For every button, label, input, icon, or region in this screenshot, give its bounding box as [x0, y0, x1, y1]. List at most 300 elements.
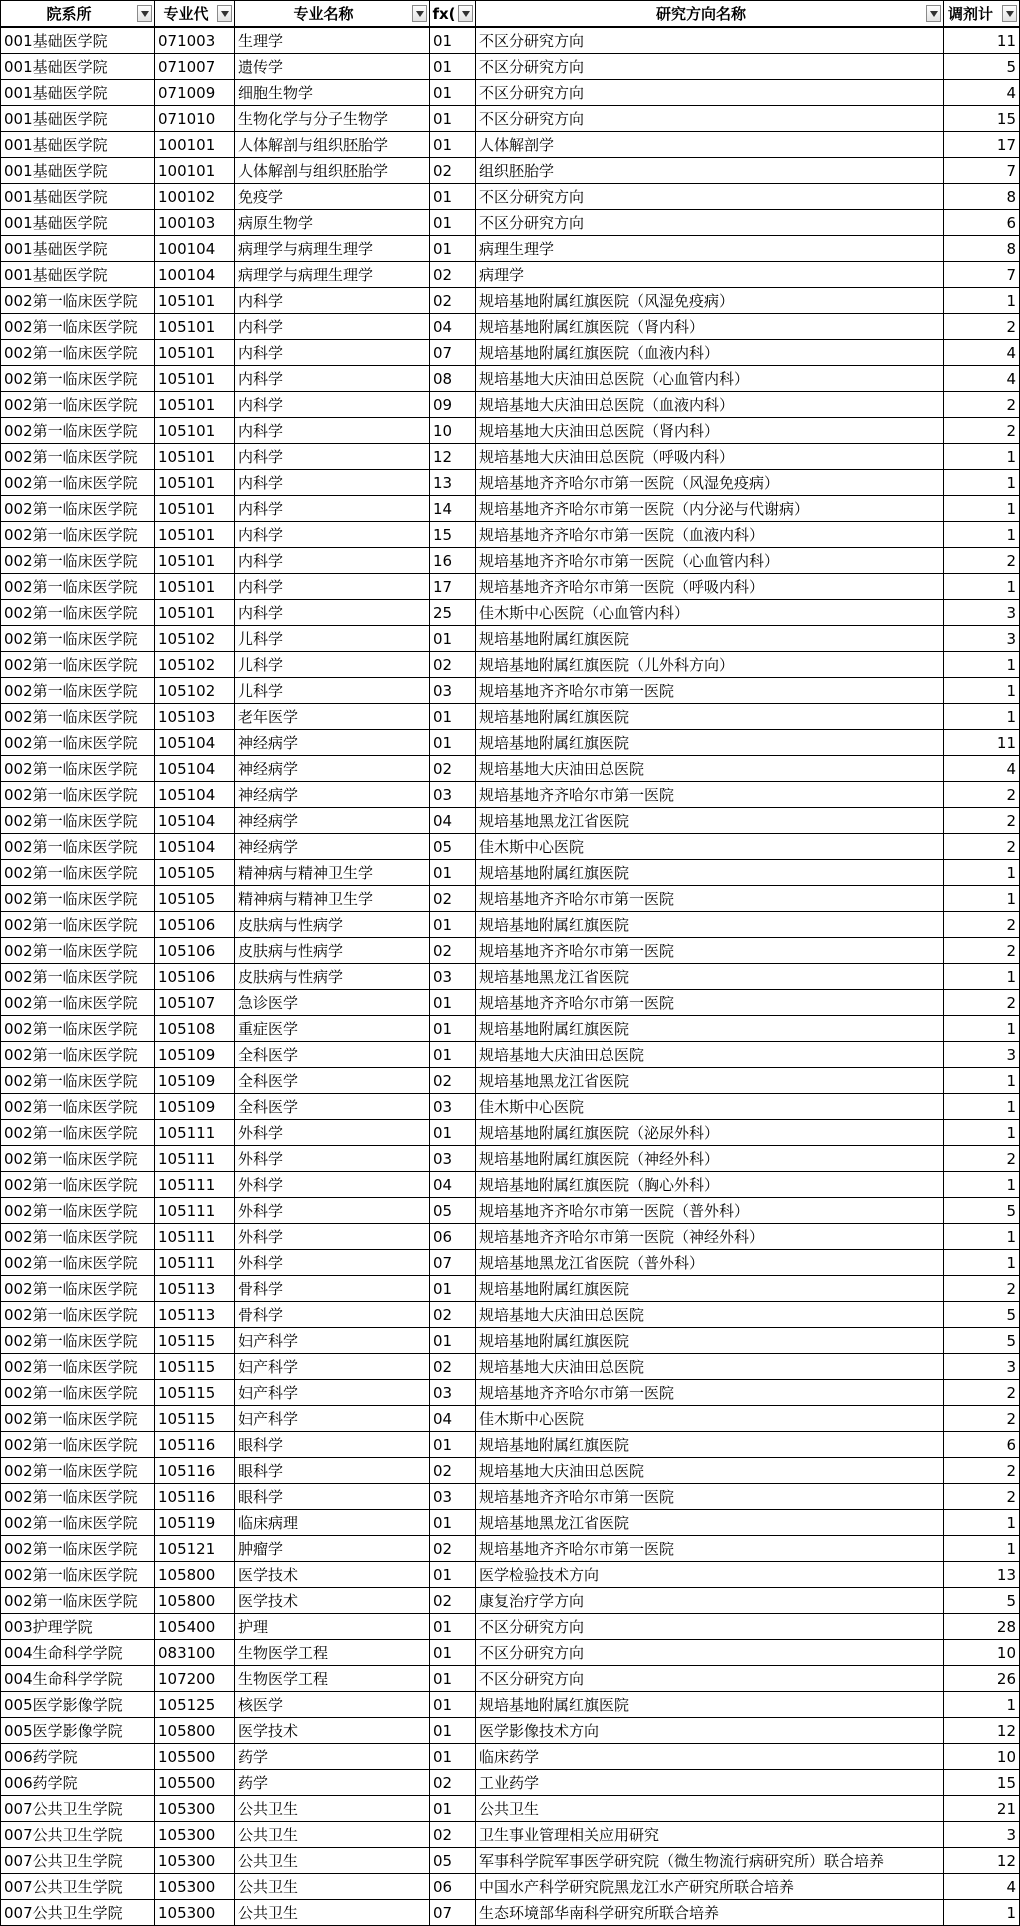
- direction-code-cell[interactable]: 02: [429, 1770, 475, 1795]
- direction-name-cell[interactable]: 中国水产科学研究院黑龙江水产研究所联合培养: [475, 1874, 943, 1899]
- major-code-cell[interactable]: 100102: [154, 184, 234, 209]
- college-cell[interactable]: 006药学院: [0, 1744, 154, 1769]
- college-cell[interactable]: 002第一临床医学院: [0, 1224, 154, 1249]
- direction-code-cell[interactable]: 02: [429, 1822, 475, 1847]
- direction-code-cell[interactable]: 03: [429, 964, 475, 989]
- direction-code-cell[interactable]: 07: [429, 1900, 475, 1925]
- adjust-count-cell[interactable]: 1: [943, 1120, 1020, 1145]
- major-name-cell[interactable]: 外科学: [234, 1250, 429, 1275]
- direction-code-cell[interactable]: 01: [429, 990, 475, 1015]
- college-cell[interactable]: 002第一临床医学院: [0, 678, 154, 703]
- direction-code-cell[interactable]: 01: [429, 1432, 475, 1457]
- direction-name-cell[interactable]: 规培基地齐齐哈尔市第一医院: [475, 678, 943, 703]
- direction-name-cell[interactable]: 规培基地附属红旗医院: [475, 1692, 943, 1717]
- direction-name-cell[interactable]: 不区分研究方向: [475, 184, 943, 209]
- direction-name-cell[interactable]: 规培基地附属红旗医院（胸心外科）: [475, 1172, 943, 1197]
- adjust-count-cell[interactable]: 2: [943, 548, 1020, 573]
- major-code-cell[interactable]: 105116: [154, 1458, 234, 1483]
- adjust-count-cell[interactable]: 2: [943, 782, 1020, 807]
- adjust-count-cell[interactable]: 1: [943, 1224, 1020, 1249]
- major-name-cell[interactable]: 儿科学: [234, 626, 429, 651]
- direction-name-cell[interactable]: 规培基地大庆油田总医院: [475, 1042, 943, 1067]
- college-cell[interactable]: 002第一临床医学院: [0, 1380, 154, 1405]
- direction-code-cell[interactable]: 02: [429, 1536, 475, 1561]
- direction-code-cell[interactable]: 01: [429, 912, 475, 937]
- major-name-cell[interactable]: 内科学: [234, 548, 429, 573]
- college-cell[interactable]: 002第一临床医学院: [0, 1484, 154, 1509]
- direction-code-cell[interactable]: 08: [429, 366, 475, 391]
- adjust-count-cell[interactable]: 21: [943, 1796, 1020, 1821]
- direction-name-cell[interactable]: 规培基地齐齐哈尔市第一医院（血液内科）: [475, 522, 943, 547]
- major-code-cell[interactable]: 105101: [154, 418, 234, 443]
- direction-code-cell[interactable]: 14: [429, 496, 475, 521]
- major-name-cell[interactable]: 护理: [234, 1614, 429, 1639]
- adjust-count-cell[interactable]: 1: [943, 678, 1020, 703]
- major-name-cell[interactable]: 全科医学: [234, 1042, 429, 1067]
- direction-name-cell[interactable]: 规培基地齐齐哈尔市第一医院: [475, 1536, 943, 1561]
- college-cell[interactable]: 002第一临床医学院: [0, 1562, 154, 1587]
- major-name-cell[interactable]: 人体解剖与组织胚胎学: [234, 158, 429, 183]
- header-direction-name[interactable]: [475, 1, 943, 26]
- college-cell[interactable]: 002第一临床医学院: [0, 1172, 154, 1197]
- direction-name-cell[interactable]: 规培基地附属红旗医院: [475, 626, 943, 651]
- college-cell[interactable]: 006药学院: [0, 1770, 154, 1795]
- direction-code-cell[interactable]: 05: [429, 834, 475, 859]
- major-name-cell[interactable]: 精神病与精神卫生学: [234, 860, 429, 885]
- direction-name-cell[interactable]: 规培基地大庆油田总医院（肾内科）: [475, 418, 943, 443]
- direction-name-cell[interactable]: 规培基地大庆油田总医院: [475, 756, 943, 781]
- direction-name-cell[interactable]: 规培基地齐齐哈尔市第一医院（内分泌与代谢病）: [475, 496, 943, 521]
- filter-dropdown-icon[interactable]: [1002, 5, 1017, 22]
- major-name-cell[interactable]: 老年医学: [234, 704, 429, 729]
- major-code-cell[interactable]: 100103: [154, 210, 234, 235]
- college-cell[interactable]: 001基础医学院: [0, 54, 154, 79]
- direction-code-cell[interactable]: 02: [429, 288, 475, 313]
- direction-code-cell[interactable]: 01: [429, 80, 475, 105]
- adjust-count-cell[interactable]: 2: [943, 314, 1020, 339]
- adjust-count-cell[interactable]: 1: [943, 1510, 1020, 1535]
- college-cell[interactable]: 002第一临床医学院: [0, 1458, 154, 1483]
- college-cell[interactable]: 002第一临床医学院: [0, 548, 154, 573]
- college-cell[interactable]: 002第一临床医学院: [0, 1276, 154, 1301]
- direction-code-cell[interactable]: 06: [429, 1874, 475, 1899]
- major-code-cell[interactable]: 100104: [154, 236, 234, 261]
- major-code-cell[interactable]: 105104: [154, 834, 234, 859]
- adjust-count-cell[interactable]: 2: [943, 834, 1020, 859]
- adjust-count-cell[interactable]: 26: [943, 1666, 1020, 1691]
- adjust-count-cell[interactable]: 3: [943, 1042, 1020, 1067]
- major-code-cell[interactable]: 105102: [154, 626, 234, 651]
- major-name-cell[interactable]: 神经病学: [234, 782, 429, 807]
- adjust-count-cell[interactable]: 4: [943, 756, 1020, 781]
- major-code-cell[interactable]: 105108: [154, 1016, 234, 1041]
- direction-code-cell[interactable]: 01: [429, 1666, 475, 1691]
- major-name-cell[interactable]: 儿科学: [234, 678, 429, 703]
- direction-name-cell[interactable]: 不区分研究方向: [475, 1640, 943, 1665]
- college-cell[interactable]: 002第一临床医学院: [0, 652, 154, 677]
- adjust-count-cell[interactable]: 1: [943, 1094, 1020, 1119]
- direction-code-cell[interactable]: 02: [429, 1458, 475, 1483]
- direction-name-cell[interactable]: 规培基地齐齐哈尔市第一医院（风湿免疫病）: [475, 470, 943, 495]
- adjust-count-cell[interactable]: 4: [943, 80, 1020, 105]
- college-cell[interactable]: 005医学影像学院: [0, 1718, 154, 1743]
- direction-code-cell[interactable]: 01: [429, 28, 475, 53]
- college-cell[interactable]: 007公共卫生学院: [0, 1900, 154, 1925]
- major-code-cell[interactable]: 105104: [154, 782, 234, 807]
- major-name-cell[interactable]: 生物医学工程: [234, 1666, 429, 1691]
- adjust-count-cell[interactable]: 7: [943, 158, 1020, 183]
- major-code-cell[interactable]: 105800: [154, 1718, 234, 1743]
- college-cell[interactable]: 004生命科学学院: [0, 1666, 154, 1691]
- college-cell[interactable]: 002第一临床医学院: [0, 1068, 154, 1093]
- direction-name-cell[interactable]: 规培基地附属红旗医院: [475, 1276, 943, 1301]
- major-code-cell[interactable]: 105300: [154, 1796, 234, 1821]
- direction-name-cell[interactable]: 规培基地齐齐哈尔市第一医院（普外科）: [475, 1198, 943, 1223]
- direction-code-cell[interactable]: 03: [429, 1094, 475, 1119]
- major-name-cell[interactable]: 肿瘤学: [234, 1536, 429, 1561]
- major-code-cell[interactable]: 105125: [154, 1692, 234, 1717]
- major-code-cell[interactable]: 105111: [154, 1250, 234, 1275]
- college-cell[interactable]: 005医学影像学院: [0, 1692, 154, 1717]
- major-name-cell[interactable]: 公共卫生: [234, 1900, 429, 1925]
- college-cell[interactable]: 002第一临床医学院: [0, 964, 154, 989]
- direction-name-cell[interactable]: 规培基地附属红旗医院（神经外科）: [475, 1146, 943, 1171]
- college-cell[interactable]: 002第一临床医学院: [0, 782, 154, 807]
- college-cell[interactable]: 002第一临床医学院: [0, 496, 154, 521]
- direction-code-cell[interactable]: 01: [429, 1328, 475, 1353]
- direction-name-cell[interactable]: 不区分研究方向: [475, 54, 943, 79]
- major-name-cell[interactable]: 遗传学: [234, 54, 429, 79]
- header-major-name[interactable]: [234, 1, 429, 26]
- college-cell[interactable]: 002第一临床医学院: [0, 1302, 154, 1327]
- adjust-count-cell[interactable]: 1: [943, 1068, 1020, 1093]
- adjust-count-cell[interactable]: 2: [943, 912, 1020, 937]
- direction-code-cell[interactable]: 01: [429, 106, 475, 131]
- major-name-cell[interactable]: 生物医学工程: [234, 1640, 429, 1665]
- direction-name-cell[interactable]: 规培基地附属红旗医院: [475, 730, 943, 755]
- college-cell[interactable]: 002第一临床医学院: [0, 288, 154, 313]
- college-cell[interactable]: 001基础医学院: [0, 158, 154, 183]
- major-name-cell[interactable]: 内科学: [234, 600, 429, 625]
- direction-code-cell[interactable]: 03: [429, 1146, 475, 1171]
- major-code-cell[interactable]: 105111: [154, 1120, 234, 1145]
- major-name-cell[interactable]: 外科学: [234, 1224, 429, 1249]
- direction-name-cell[interactable]: 规培基地齐齐哈尔市第一医院: [475, 990, 943, 1015]
- adjust-count-cell[interactable]: 3: [943, 626, 1020, 651]
- major-code-cell[interactable]: 105116: [154, 1432, 234, 1457]
- major-code-cell[interactable]: 105101: [154, 522, 234, 547]
- college-cell[interactable]: 002第一临床医学院: [0, 1328, 154, 1353]
- adjust-count-cell[interactable]: 5: [943, 1588, 1020, 1613]
- major-name-cell[interactable]: 公共卫生: [234, 1822, 429, 1847]
- direction-name-cell[interactable]: 规培基地附属红旗医院: [475, 860, 943, 885]
- filter-dropdown-icon[interactable]: [458, 5, 473, 22]
- major-name-cell[interactable]: 生物化学与分子生物学: [234, 106, 429, 131]
- college-cell[interactable]: 002第一临床医学院: [0, 392, 154, 417]
- direction-name-cell[interactable]: 规培基地附属红旗医院（肾内科）: [475, 314, 943, 339]
- direction-code-cell[interactable]: 05: [429, 1848, 475, 1873]
- college-cell[interactable]: 002第一临床医学院: [0, 444, 154, 469]
- college-cell[interactable]: 007公共卫生学院: [0, 1848, 154, 1873]
- major-code-cell[interactable]: 105111: [154, 1146, 234, 1171]
- major-code-cell[interactable]: 107200: [154, 1666, 234, 1691]
- adjust-count-cell[interactable]: 11: [943, 28, 1020, 53]
- direction-code-cell[interactable]: 01: [429, 704, 475, 729]
- college-cell[interactable]: 002第一临床医学院: [0, 1354, 154, 1379]
- major-name-cell[interactable]: 外科学: [234, 1172, 429, 1197]
- direction-code-cell[interactable]: 10: [429, 418, 475, 443]
- major-name-cell[interactable]: 全科医学: [234, 1068, 429, 1093]
- direction-code-cell[interactable]: 01: [429, 210, 475, 235]
- major-code-cell[interactable]: 105400: [154, 1614, 234, 1639]
- major-name-cell[interactable]: 细胞生物学: [234, 80, 429, 105]
- major-name-cell[interactable]: 妇产科学: [234, 1354, 429, 1379]
- direction-name-cell[interactable]: 规培基地黑龙江省医院: [475, 1068, 943, 1093]
- major-code-cell[interactable]: 105115: [154, 1406, 234, 1431]
- direction-code-cell[interactable]: 02: [429, 1068, 475, 1093]
- adjust-count-cell[interactable]: 1: [943, 470, 1020, 495]
- adjust-count-cell[interactable]: 5: [943, 54, 1020, 79]
- major-code-cell[interactable]: 105109: [154, 1068, 234, 1093]
- adjust-count-cell[interactable]: 2: [943, 938, 1020, 963]
- major-name-cell[interactable]: 公共卫生: [234, 1848, 429, 1873]
- adjust-count-cell[interactable]: 2: [943, 418, 1020, 443]
- major-code-cell[interactable]: 105116: [154, 1484, 234, 1509]
- major-name-cell[interactable]: 内科学: [234, 288, 429, 313]
- direction-name-cell[interactable]: 组织胚胎学: [475, 158, 943, 183]
- major-code-cell[interactable]: 105104: [154, 730, 234, 755]
- direction-code-cell[interactable]: 01: [429, 54, 475, 79]
- adjust-count-cell[interactable]: 15: [943, 1770, 1020, 1795]
- major-name-cell[interactable]: 人体解剖与组织胚胎学: [234, 132, 429, 157]
- college-cell[interactable]: 004生命科学学院: [0, 1640, 154, 1665]
- direction-name-cell[interactable]: 佳木斯中心医院（心血管内科）: [475, 600, 943, 625]
- major-code-cell[interactable]: 105119: [154, 1510, 234, 1535]
- college-cell[interactable]: 002第一临床医学院: [0, 756, 154, 781]
- college-cell[interactable]: 002第一临床医学院: [0, 886, 154, 911]
- college-cell[interactable]: 002第一临床医学院: [0, 860, 154, 885]
- direction-name-cell[interactable]: 规培基地附属红旗医院: [475, 704, 943, 729]
- direction-code-cell[interactable]: 02: [429, 262, 475, 287]
- direction-name-cell[interactable]: 规培基地附属红旗医院（血液内科）: [475, 340, 943, 365]
- college-cell[interactable]: 002第一临床医学院: [0, 938, 154, 963]
- adjust-count-cell[interactable]: 17: [943, 132, 1020, 157]
- college-cell[interactable]: 002第一临床医学院: [0, 730, 154, 755]
- direction-code-cell[interactable]: 03: [429, 1484, 475, 1509]
- adjust-count-cell[interactable]: 1: [943, 860, 1020, 885]
- adjust-count-cell[interactable]: 5: [943, 1302, 1020, 1327]
- direction-name-cell[interactable]: 不区分研究方向: [475, 106, 943, 131]
- direction-name-cell[interactable]: 规培基地齐齐哈尔市第一医院（呼吸内科）: [475, 574, 943, 599]
- adjust-count-cell[interactable]: 7: [943, 262, 1020, 287]
- direction-name-cell[interactable]: 规培基地大庆油田总医院: [475, 1354, 943, 1379]
- major-name-cell[interactable]: 公共卫生: [234, 1796, 429, 1821]
- adjust-count-cell[interactable]: 4: [943, 366, 1020, 391]
- adjust-count-cell[interactable]: 6: [943, 210, 1020, 235]
- major-code-cell[interactable]: 105101: [154, 548, 234, 573]
- major-code-cell[interactable]: 105300: [154, 1848, 234, 1873]
- college-cell[interactable]: 001基础医学院: [0, 262, 154, 287]
- major-name-cell[interactable]: 儿科学: [234, 652, 429, 677]
- direction-code-cell[interactable]: 02: [429, 1302, 475, 1327]
- adjust-count-cell[interactable]: 1: [943, 652, 1020, 677]
- direction-code-cell[interactable]: 01: [429, 1718, 475, 1743]
- adjust-count-cell[interactable]: 12: [943, 1848, 1020, 1873]
- direction-name-cell[interactable]: 不区分研究方向: [475, 1614, 943, 1639]
- direction-name-cell[interactable]: 不区分研究方向: [475, 80, 943, 105]
- major-code-cell[interactable]: 105102: [154, 678, 234, 703]
- adjust-count-cell[interactable]: 1: [943, 1900, 1020, 1925]
- major-code-cell[interactable]: 105107: [154, 990, 234, 1015]
- major-name-cell[interactable]: 妇产科学: [234, 1406, 429, 1431]
- adjust-count-cell[interactable]: 1: [943, 1536, 1020, 1561]
- direction-name-cell[interactable]: 规培基地大庆油田总医院（血液内科）: [475, 392, 943, 417]
- major-name-cell[interactable]: 药学: [234, 1770, 429, 1795]
- college-cell[interactable]: 003护理学院: [0, 1614, 154, 1639]
- direction-code-cell[interactable]: 02: [429, 756, 475, 781]
- college-cell[interactable]: 002第一临床医学院: [0, 366, 154, 391]
- direction-name-cell[interactable]: 规培基地附属红旗医院（儿外科方向）: [475, 652, 943, 677]
- direction-name-cell[interactable]: 规培基地附属红旗医院（风湿免疫病）: [475, 288, 943, 313]
- direction-name-cell[interactable]: 人体解剖学: [475, 132, 943, 157]
- major-code-cell[interactable]: 105101: [154, 470, 234, 495]
- direction-name-cell[interactable]: 公共卫生: [475, 1796, 943, 1821]
- direction-name-cell[interactable]: 规培基地黑龙江省医院（普外科）: [475, 1250, 943, 1275]
- direction-code-cell[interactable]: 01: [429, 1120, 475, 1145]
- major-name-cell[interactable]: 核医学: [234, 1692, 429, 1717]
- college-cell[interactable]: 002第一临床医学院: [0, 1198, 154, 1223]
- direction-name-cell[interactable]: 规培基地大庆油田总医院: [475, 1302, 943, 1327]
- major-name-cell[interactable]: 内科学: [234, 574, 429, 599]
- direction-name-cell[interactable]: 不区分研究方向: [475, 28, 943, 53]
- college-cell[interactable]: 002第一临床医学院: [0, 1432, 154, 1457]
- direction-name-cell[interactable]: 医学影像技术方向: [475, 1718, 943, 1743]
- direction-code-cell[interactable]: 15: [429, 522, 475, 547]
- major-code-cell[interactable]: 105104: [154, 756, 234, 781]
- adjust-count-cell[interactable]: 4: [943, 340, 1020, 365]
- direction-code-cell[interactable]: 01: [429, 1640, 475, 1665]
- adjust-count-cell[interactable]: 1: [943, 704, 1020, 729]
- filter-dropdown-icon[interactable]: [412, 5, 427, 22]
- major-code-cell[interactable]: 105101: [154, 600, 234, 625]
- direction-code-cell[interactable]: 01: [429, 236, 475, 261]
- college-cell[interactable]: 002第一临床医学院: [0, 1588, 154, 1613]
- college-cell[interactable]: 002第一临床医学院: [0, 704, 154, 729]
- major-name-cell[interactable]: 生理学: [234, 28, 429, 53]
- college-cell[interactable]: 007公共卫生学院: [0, 1874, 154, 1899]
- college-cell[interactable]: 002第一临床医学院: [0, 1120, 154, 1145]
- major-code-cell[interactable]: 083100: [154, 1640, 234, 1665]
- direction-name-cell[interactable]: 规培基地齐齐哈尔市第一医院: [475, 886, 943, 911]
- adjust-count-cell[interactable]: 12: [943, 1718, 1020, 1743]
- direction-code-cell[interactable]: 05: [429, 1198, 475, 1223]
- major-code-cell[interactable]: 105101: [154, 496, 234, 521]
- direction-name-cell[interactable]: 规培基地齐齐哈尔市第一医院: [475, 1380, 943, 1405]
- direction-code-cell[interactable]: 02: [429, 652, 475, 677]
- college-cell[interactable]: 002第一临床医学院: [0, 834, 154, 859]
- direction-code-cell[interactable]: 13: [429, 470, 475, 495]
- major-name-cell[interactable]: 医学技术: [234, 1718, 429, 1743]
- major-code-cell[interactable]: 105101: [154, 340, 234, 365]
- adjust-count-cell[interactable]: 2: [943, 1406, 1020, 1431]
- major-name-cell[interactable]: 医学技术: [234, 1562, 429, 1587]
- direction-code-cell[interactable]: 03: [429, 678, 475, 703]
- direction-name-cell[interactable]: 生态环境部华南科学研究所联合培养: [475, 1900, 943, 1925]
- college-cell[interactable]: 002第一临床医学院: [0, 1094, 154, 1119]
- major-code-cell[interactable]: 105104: [154, 808, 234, 833]
- college-cell[interactable]: 002第一临床医学院: [0, 1406, 154, 1431]
- direction-code-cell[interactable]: 07: [429, 340, 475, 365]
- adjust-count-cell[interactable]: 2: [943, 392, 1020, 417]
- direction-code-cell[interactable]: 04: [429, 314, 475, 339]
- direction-code-cell[interactable]: 04: [429, 1172, 475, 1197]
- adjust-count-cell[interactable]: 1: [943, 288, 1020, 313]
- adjust-count-cell[interactable]: 2: [943, 1484, 1020, 1509]
- direction-code-cell[interactable]: 01: [429, 1692, 475, 1717]
- major-code-cell[interactable]: 105101: [154, 574, 234, 599]
- major-name-cell[interactable]: 外科学: [234, 1146, 429, 1171]
- college-cell[interactable]: 002第一临床医学院: [0, 522, 154, 547]
- direction-name-cell[interactable]: 规培基地齐齐哈尔市第一医院（心血管内科）: [475, 548, 943, 573]
- major-name-cell[interactable]: 病原生物学: [234, 210, 429, 235]
- college-cell[interactable]: 002第一临床医学院: [0, 600, 154, 625]
- direction-name-cell[interactable]: 规培基地附属红旗医院: [475, 1432, 943, 1457]
- adjust-count-cell[interactable]: 2: [943, 990, 1020, 1015]
- adjust-count-cell[interactable]: 1: [943, 886, 1020, 911]
- major-code-cell[interactable]: 071007: [154, 54, 234, 79]
- major-code-cell[interactable]: 105800: [154, 1588, 234, 1613]
- direction-code-cell[interactable]: 03: [429, 782, 475, 807]
- direction-name-cell[interactable]: 规培基地附属红旗医院: [475, 912, 943, 937]
- college-cell[interactable]: 002第一临床医学院: [0, 1016, 154, 1041]
- direction-name-cell[interactable]: 规培基地黑龙江省医院: [475, 808, 943, 833]
- major-code-cell[interactable]: 105105: [154, 886, 234, 911]
- adjust-count-cell[interactable]: 4: [943, 1874, 1020, 1899]
- direction-name-cell[interactable]: 规培基地大庆油田总医院（呼吸内科）: [475, 444, 943, 469]
- college-cell[interactable]: 001基础医学院: [0, 106, 154, 131]
- major-name-cell[interactable]: 神经病学: [234, 834, 429, 859]
- adjust-count-cell[interactable]: 2: [943, 1458, 1020, 1483]
- adjust-count-cell[interactable]: 1: [943, 1016, 1020, 1041]
- college-cell[interactable]: 001基础医学院: [0, 184, 154, 209]
- major-code-cell[interactable]: 105106: [154, 964, 234, 989]
- direction-code-cell[interactable]: 03: [429, 1380, 475, 1405]
- adjust-count-cell[interactable]: 11: [943, 730, 1020, 755]
- major-code-cell[interactable]: 071003: [154, 28, 234, 53]
- college-cell[interactable]: 001基础医学院: [0, 236, 154, 261]
- major-name-cell[interactable]: 神经病学: [234, 756, 429, 781]
- major-name-cell[interactable]: 内科学: [234, 392, 429, 417]
- major-code-cell[interactable]: 105101: [154, 366, 234, 391]
- direction-code-cell[interactable]: 01: [429, 1796, 475, 1821]
- major-name-cell[interactable]: 内科学: [234, 314, 429, 339]
- direction-code-cell[interactable]: 01: [429, 1562, 475, 1587]
- major-code-cell[interactable]: 105109: [154, 1094, 234, 1119]
- direction-name-cell[interactable]: 规培基地齐齐哈尔市第一医院: [475, 938, 943, 963]
- adjust-count-cell[interactable]: 8: [943, 184, 1020, 209]
- major-code-cell[interactable]: 105121: [154, 1536, 234, 1561]
- direction-code-cell[interactable]: 01: [429, 730, 475, 755]
- direction-name-cell[interactable]: 康复治疗学方向: [475, 1588, 943, 1613]
- direction-code-cell[interactable]: 01: [429, 132, 475, 157]
- major-name-cell[interactable]: 神经病学: [234, 808, 429, 833]
- major-name-cell[interactable]: 病理学与病理生理学: [234, 262, 429, 287]
- adjust-count-cell[interactable]: 1: [943, 1250, 1020, 1275]
- major-name-cell[interactable]: 骨科学: [234, 1276, 429, 1301]
- direction-name-cell[interactable]: 病理学: [475, 262, 943, 287]
- adjust-count-cell[interactable]: 5: [943, 1198, 1020, 1223]
- adjust-count-cell[interactable]: 1: [943, 574, 1020, 599]
